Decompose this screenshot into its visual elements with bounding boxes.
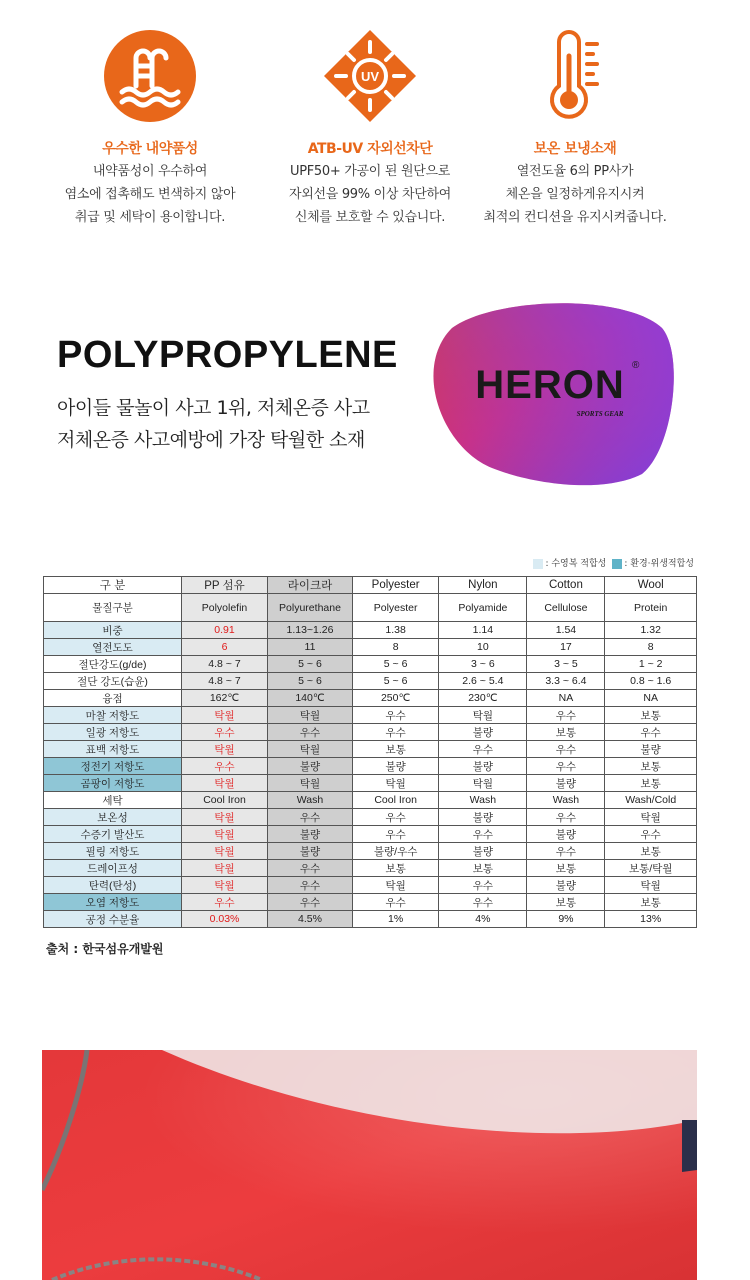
feature-thermal [450, 28, 700, 229]
table-cell: 탁월 [182, 775, 268, 792]
table-row [44, 707, 697, 724]
table-cell: 탁월 [439, 707, 527, 724]
table-cell: 우수 [182, 758, 268, 775]
table-cell: 1.54 [527, 622, 605, 639]
table-row [44, 809, 697, 826]
table-cell: 보통 [439, 860, 527, 877]
table-row [44, 758, 697, 775]
row-label: 곰팡이 저항도 [44, 775, 182, 792]
table-row [44, 639, 697, 656]
table-cell: 탁월 [182, 707, 268, 724]
table-cell: 불량 [439, 724, 527, 741]
table-cell: 4% [439, 911, 527, 928]
table-row [44, 843, 697, 860]
table-cell: 보통 [605, 775, 697, 792]
table-row [44, 673, 697, 690]
table-cell: NA [527, 690, 605, 707]
table-cell: 17 [527, 639, 605, 656]
row-label: 열전도도 [44, 639, 182, 656]
table-row [44, 741, 697, 758]
feature-title: 보온 보냉소재 [533, 141, 617, 157]
table-cell: 6 [182, 639, 268, 656]
table-cell: 탁월 [268, 775, 353, 792]
table-cell: 우수 [268, 724, 353, 741]
table-cell: 우수 [527, 843, 605, 860]
table-header-row [44, 577, 697, 594]
table-row [44, 775, 697, 792]
row-label: 절단강도(g/de) [44, 656, 182, 673]
table-cell: Cool Iron [182, 792, 268, 809]
table-cell: Wash [268, 792, 353, 809]
row-label: 표백 저항도 [44, 741, 182, 758]
table-cell: 탁월 [182, 860, 268, 877]
heron-logo-blob [422, 298, 678, 488]
table-cell: Wash/Cold [605, 792, 697, 809]
table-cell: 3.3 ~ 6.4 [527, 673, 605, 690]
table-cell: 우수 [353, 894, 439, 911]
table-cell: 1.13~1.26 [268, 622, 353, 639]
feature-line: 열전도율 6의 PP사가 [516, 164, 634, 179]
table-row [44, 622, 697, 639]
table-cell: 우수 [353, 809, 439, 826]
table-cell: 보통 [605, 843, 697, 860]
table-cell: 불량 [439, 843, 527, 860]
table-cell: 불량 [268, 826, 353, 843]
table-cell: Polyester [353, 594, 439, 622]
table-cell: 우수 [439, 826, 527, 843]
table-cell: Polyamide [439, 594, 527, 622]
uv-badge-text: UV [360, 69, 380, 84]
table-cell: 4.5% [268, 911, 353, 928]
table-cell: 우수 [527, 758, 605, 775]
table-cell: 탁월 [268, 741, 353, 758]
row-label: 물질구분 [44, 594, 182, 622]
table-cell: 우수 [605, 724, 697, 741]
table-cell: 탁월 [439, 775, 527, 792]
table-cell: 불량 [527, 775, 605, 792]
header-cell: 구 분 [44, 577, 182, 594]
table-cell: 탁월 [182, 826, 268, 843]
table-row [44, 911, 697, 928]
row-label: 비중 [44, 622, 182, 639]
feature-line: 염소에 접촉해도 변색하지 않아 [64, 187, 236, 202]
header-cell: Wool [605, 577, 697, 594]
table-cell: 보통 [605, 894, 697, 911]
header-cell: Polyester [353, 577, 439, 594]
table-cell: 140℃ [268, 690, 353, 707]
table-cell: Polyolefin [182, 594, 268, 622]
feature-title: 우수한 내약품성 [102, 141, 198, 157]
table-cell: 162℃ [182, 690, 268, 707]
row-label: 보온성 [44, 809, 182, 826]
table-cell: 230℃ [439, 690, 527, 707]
table-cell: 우수 [353, 826, 439, 843]
table-cell: 13% [605, 911, 697, 928]
row-label: 수증기 발산도 [44, 826, 182, 843]
table-cell: 탁월 [353, 775, 439, 792]
feature-line: UPF50+ 가공이 된 원단으로 [289, 164, 451, 179]
table-cell: 보통 [353, 860, 439, 877]
table-cell: 탁월 [182, 741, 268, 758]
table-row [44, 594, 697, 622]
table-cell: 탁월 [182, 877, 268, 894]
table-cell: 우수 [268, 894, 353, 911]
table-cell: 5 ~ 6 [353, 656, 439, 673]
row-label: 정전기 저항도 [44, 758, 182, 775]
table-cell: 8 [605, 639, 697, 656]
table-cell: 5 ~ 6 [268, 673, 353, 690]
table-cell: 10 [439, 639, 527, 656]
table-cell: 3 ~ 5 [527, 656, 605, 673]
polypropylene-line: 아이들 물놀이 사고 1위, 저체온증 사고 [57, 397, 370, 419]
feature-line: 자외선을 99% 이상 차단하여 [288, 187, 452, 202]
row-label: 필링 저항도 [44, 843, 182, 860]
table-cell: 우수 [182, 724, 268, 741]
table-cell: 불량/우수 [353, 843, 439, 860]
table-cell: 우수 [439, 894, 527, 911]
table-cell: 우수 [605, 826, 697, 843]
table-cell: 탁월 [605, 877, 697, 894]
table-legend [533, 556, 694, 569]
table-cell: 1% [353, 911, 439, 928]
table-cell: 4.8 ~ 7 [182, 673, 268, 690]
heron-tagline: SPORTS GEAR [576, 410, 624, 418]
table-row [44, 826, 697, 843]
table-cell: 불량 [268, 758, 353, 775]
legend-swatch [533, 559, 543, 569]
table-cell: 우수 [353, 724, 439, 741]
table-cell: 0.8 ~ 1.6 [605, 673, 697, 690]
header-cell: Cotton [527, 577, 605, 594]
table-cell: 1.32 [605, 622, 697, 639]
legend-label: : 환경·위생적합성 [624, 559, 694, 569]
uv-sun-icon [322, 28, 418, 124]
table-cell: 5 ~ 6 [353, 673, 439, 690]
table-cell: 탁월 [182, 843, 268, 860]
table-cell: 우수 [182, 894, 268, 911]
legend-label: : 수영복 적합성 [545, 559, 607, 569]
table-row [44, 792, 697, 809]
source-note: 출처 : 한국섬유개발원 [46, 942, 164, 956]
table-row [44, 724, 697, 741]
thermometer-icon [527, 28, 623, 124]
table-cell: Protein [605, 594, 697, 622]
table-body [44, 594, 697, 928]
row-label: 절단 강도(습윤) [44, 673, 182, 690]
table-cell: 우수 [268, 809, 353, 826]
feature-line: 신체를 보호할 수 있습니다. [294, 210, 446, 225]
table-row [44, 656, 697, 673]
table-cell: 5 ~ 6 [268, 656, 353, 673]
table-cell: 보통 [605, 707, 697, 724]
table-cell: 불량 [439, 758, 527, 775]
table-row [44, 894, 697, 911]
polypropylene-title: POLYPROPYLENE [57, 334, 398, 376]
table-cell: 0.91 [182, 622, 268, 639]
table-cell: 불량 [527, 826, 605, 843]
table-cell: 우수 [268, 877, 353, 894]
polypropylene-description [57, 392, 370, 456]
table-cell: 250℃ [353, 690, 439, 707]
row-label: 일광 저항도 [44, 724, 182, 741]
feature-section [0, 0, 750, 260]
legend-item [533, 556, 606, 569]
table-cell: Wash [439, 792, 527, 809]
table-cell: 불량 [353, 758, 439, 775]
fabric-photo [42, 1050, 697, 1280]
table-cell: 11 [268, 639, 353, 656]
table-cell: Wash [527, 792, 605, 809]
table-cell: 탁월 [353, 877, 439, 894]
table-cell: 9% [527, 911, 605, 928]
table-cell: 3 ~ 6 [439, 656, 527, 673]
registered-mark: ® [632, 360, 640, 371]
row-label: 융점 [44, 690, 182, 707]
row-label: 드레이프성 [44, 860, 182, 877]
table-cell: 우수 [353, 707, 439, 724]
feature-line: 내약품성이 우수하여 [92, 164, 208, 179]
header-cell: Nylon [439, 577, 527, 594]
table-cell: 보통 [527, 860, 605, 877]
table-cell: 1 ~ 2 [605, 656, 697, 673]
feature-line: 최적의 컨디션을 유지시켜줍니다. [483, 210, 667, 225]
table-cell: Cellulose [527, 594, 605, 622]
table-cell: 우수 [527, 707, 605, 724]
row-label: 세탁 [44, 792, 182, 809]
table-cell: 우수 [527, 741, 605, 758]
table-cell: 우수 [439, 741, 527, 758]
feature-line: 체온을 일정하게유지시켜 [505, 187, 645, 202]
table-cell: 불량 [439, 809, 527, 826]
legend-swatch [612, 559, 622, 569]
polypropylene-line: 저체온증 사고예방에 가장 탁월한 소재 [57, 429, 365, 451]
feature-chemical-resistance [25, 28, 275, 229]
feature-line: 취급 및 세탁이 용이합니다. [74, 210, 226, 225]
table-cell: 우수 [439, 877, 527, 894]
table-cell: Cool Iron [353, 792, 439, 809]
table-cell: 불량 [527, 877, 605, 894]
table-row [44, 860, 697, 877]
table-cell: 1.38 [353, 622, 439, 639]
feature-title: ATB-UV 자외선차단 [307, 141, 433, 157]
table-cell: 탁월 [605, 809, 697, 826]
table-cell: NA [605, 690, 697, 707]
table-cell: 탁월 [182, 809, 268, 826]
table-cell: 8 [353, 639, 439, 656]
fiber-comparison-table [43, 576, 697, 928]
legend-item [612, 556, 694, 569]
pool-ladder-icon [102, 28, 198, 124]
table-cell: 보통 [527, 724, 605, 741]
row-label: 오염 저항도 [44, 894, 182, 911]
table-cell: Polyurethane [268, 594, 353, 622]
row-label: 마찰 저항도 [44, 707, 182, 724]
table-cell: 보통 [527, 894, 605, 911]
row-label: 공정 수분율 [44, 911, 182, 928]
row-label: 탄력(탄성) [44, 877, 182, 894]
table-cell: 2.6 ~ 5.4 [439, 673, 527, 690]
heron-logo-text: HERON [475, 363, 625, 407]
table-cell: 0.03% [182, 911, 268, 928]
table-cell: 1.14 [439, 622, 527, 639]
table-cell: 우수 [268, 860, 353, 877]
table-cell: 불량 [605, 741, 697, 758]
table-cell: 탁월 [268, 707, 353, 724]
table-cell: 불량 [268, 843, 353, 860]
table-row [44, 690, 697, 707]
table-cell: 보통 [605, 758, 697, 775]
table-cell: 보통/탁월 [605, 860, 697, 877]
header-cell: 라이크라 [268, 577, 353, 594]
table-cell: 보통 [353, 741, 439, 758]
table-cell: 우수 [527, 809, 605, 826]
table-row [44, 877, 697, 894]
header-cell: PP 섬유 [182, 577, 268, 594]
table-cell: 4.8 ~ 7 [182, 656, 268, 673]
